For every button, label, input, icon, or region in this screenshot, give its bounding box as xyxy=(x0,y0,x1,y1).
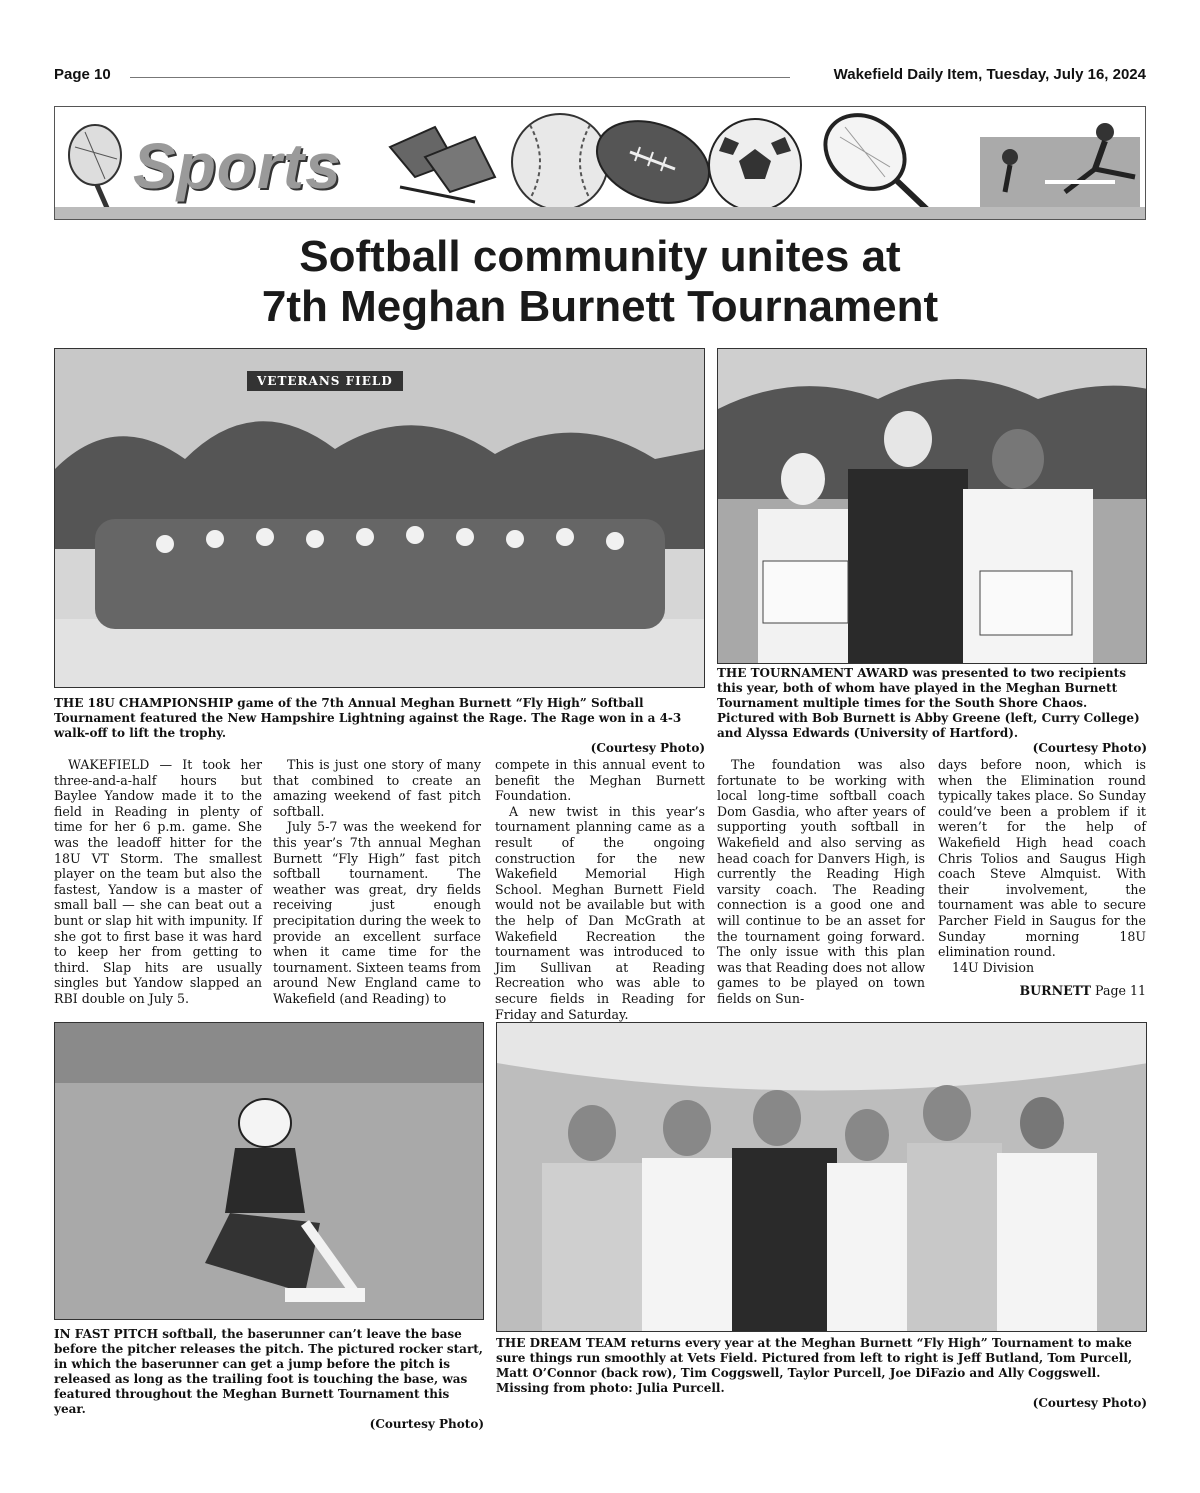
header-rule xyxy=(130,77,790,78)
headline-line-2: 7th Meghan Burnett Tournament xyxy=(261,282,939,331)
photo2-caption xyxy=(717,666,1147,756)
dream-team-photo-illustration xyxy=(497,1023,1147,1332)
championship-team-photo xyxy=(54,348,705,688)
article-column-5 xyxy=(938,757,1146,999)
jump-page: Page 11 xyxy=(1091,983,1146,999)
photo1-caption-text: game of the 7th Annual Meghan Burnett “Fly High” Softball Tournament featured the New Hampshire Lightning against the Rage. The Rage won in a 4-3 walk-off to lift the trophy. xyxy=(54,696,682,740)
page-number: Page 10 xyxy=(54,66,111,83)
headline-line-1: Softball community unites at xyxy=(299,232,901,281)
hockey-skates-icon xyxy=(390,127,495,202)
headline xyxy=(0,232,1200,332)
article-column-4 xyxy=(717,757,925,1007)
article-col5-subhead: 14U Division xyxy=(952,959,1035,975)
photo1-caption-lead: THE 18U CHAMPIONSHIP xyxy=(54,696,234,710)
baseball-icon xyxy=(512,114,608,210)
hurdler-icon xyxy=(980,123,1140,209)
photo1-caption xyxy=(54,696,705,756)
photo2-caption-lead: THE TOURNAMENT AWARD xyxy=(717,666,909,680)
soccer-ball-icon xyxy=(709,119,801,211)
football-icon xyxy=(586,107,721,218)
award-photo xyxy=(717,348,1147,664)
photo4-credit: (Courtesy Photo) xyxy=(1032,1396,1147,1410)
photo3-caption-lead: IN FAST PITCH xyxy=(54,1327,159,1341)
article-col4-text: The foundation was also fortunate to be working with local long-time softball coach Dom Gasdia, who after years of supporting youth softball in Wakefield and also serving as head coach for Danvers High, is currently the Reading High varsity coach. The Reading connection is a good one and will continue to be an asset for the tournament going forward. The only issue with this plan was that Reading does not allow games to be played on town fields on Sun- xyxy=(717,757,925,1006)
banner-strip xyxy=(55,207,1145,219)
tennis-racket-icon xyxy=(811,107,935,217)
baserunner-photo xyxy=(54,1022,484,1320)
article-col1-text: WAKEFIELD — It took her three-and-a-half hours but Baylee Yandow made it to the field in Reading in plenty of time for her 6 p.m. game. She was the leadoff hitter for the 18U VT Storm. The smallest player on the team but also the fastest, Yandow is a master of small ball — she can beat out a bunt or slap hit with impunity. If she got to first base it was hard to keep her from getting to third. Slap hits are usually singles but Yandow slapped an RBI double on July 5. xyxy=(54,757,262,1006)
dream-team-photo xyxy=(496,1022,1147,1332)
photo4-caption xyxy=(496,1336,1147,1411)
jump-word: BURNETT xyxy=(1019,983,1092,999)
article-col5-text: days before noon, which is when the Elimination round typically takes place. So Sunday could’ve been a problem if it weren’t for the help of Wakefield High head coach Chris Tolios and Saugus High coach Steve Almquist. With their involvement, the tournament was able to secure Parcher Field in Saugus for the Sunday morning 18U elimination round. xyxy=(938,757,1146,960)
article-col3-para1: compete in this annual event to benefit the Meghan Burnett Foundation. xyxy=(495,757,705,804)
paper-dateline: Wakefield Daily Item, Tuesday, July 16, 2024 xyxy=(833,66,1146,83)
article-col2-para1: This is just one story of many that combined to create an amazing weekend of fast pitch softball. xyxy=(273,757,481,819)
photo3-caption xyxy=(54,1327,484,1432)
article-col2-para2: July 5-7 was the weekend for this year’s 7th annual Meghan Burnett “Fly High” fast pitch softball tournament. The weather was great, dry fields receiving just enough precipitation during the week to provide an excellent surface when it came time for the tournament. Sixteen teams from around New England came to Wakefield (and Reading) to xyxy=(273,819,481,1006)
article-column-2 xyxy=(273,757,481,1007)
photo4-caption-lead: THE DREAM TEAM xyxy=(496,1336,627,1350)
sports-banner xyxy=(54,106,1146,220)
article-col3-para2: A new twist in this year’s tournament planning came as a result of the ongoing construction for the new Wakefield Memorial High School. Meghan Burnett Field would not be available but with the help of Dan McGrath at Wakefield Recreation the tournament was introduced to Jim Sullivan at Reading Recreation who was able to secure fields in Reading for Friday and Saturday. xyxy=(495,803,705,1022)
photo1-credit: (Courtesy Photo) xyxy=(590,741,705,755)
baserunner-photo-illustration xyxy=(55,1023,484,1320)
sports-title: Sports xyxy=(133,130,342,202)
photo4-caption-text: returns every year at the Meghan Burnett “Fly High” Tournament to make sure things run smoothly at Vets Field. Pictured from left to right is Jeff Butland, Tom Purcell, Matt O’Connor (back row), Tim Coggswell, Taylor Purcell, Joe DiFazio and Ally Coggswell. Missing from photo: Julia Purcell. xyxy=(496,1336,1133,1395)
team-photo-illustration xyxy=(55,349,705,688)
article-column-3 xyxy=(495,757,705,1022)
article-column-1 xyxy=(54,757,262,1007)
veterans-field-sign: VETERANS FIELD xyxy=(247,371,403,391)
photo2-caption-text: was presented to two recipients this year, both of whom have played in the Meghan Burnett Tournament multiple times for the South Shore Chaos. Pictured with Bob Burnett is Abby Greene (left, Curry College) and Alyssa Edwards (University of Hartford). xyxy=(717,666,1140,740)
continued-jump xyxy=(938,983,1146,999)
photo3-credit: (Courtesy Photo) xyxy=(369,1417,484,1431)
photo2-credit: (Courtesy Photo) xyxy=(1032,741,1147,755)
lacrosse-stick-icon xyxy=(69,125,121,217)
photo3-caption-text: softball, the baserunner can’t leave the base before the pitcher releases the pitch. The pictured rocker start, in which the baserunner can get a jump before the pitch is released as long as the trailing foot is touching the base, was featured throughout the Meghan Burnett Tournament this year. xyxy=(54,1327,483,1416)
award-photo-illustration xyxy=(718,349,1147,664)
